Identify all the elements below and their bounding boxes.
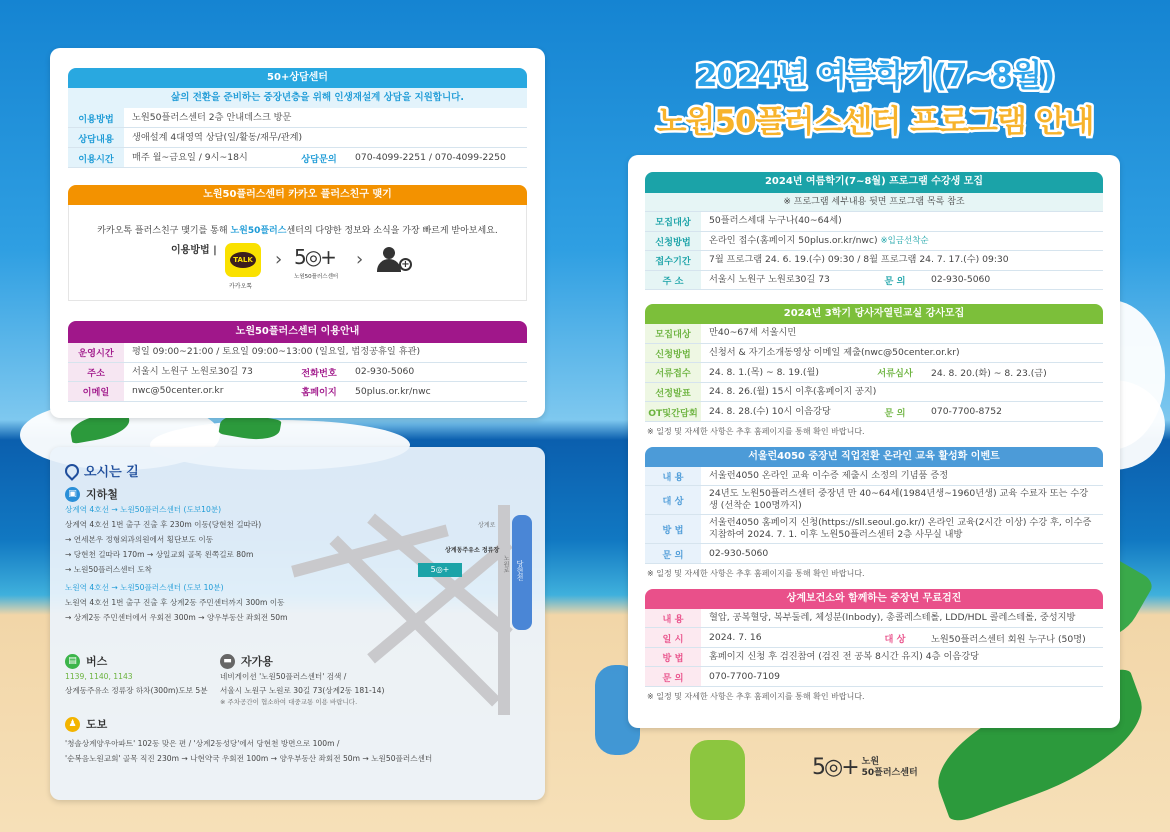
subway-routes [65, 502, 295, 625]
usage-table [68, 343, 527, 402]
bus-description: 상계동주유소 정류장 하차(300m)도보 5분 [65, 686, 208, 695]
map-label-road: 상계로 [478, 522, 496, 529]
row-label: 운영시간 [68, 343, 124, 362]
row-label: 서류접수 [645, 363, 701, 382]
table-row [645, 363, 1103, 383]
map-center-marker[interactable]: 5◎+ [418, 563, 462, 577]
row-label: 방 법 [645, 515, 701, 543]
row-label: 이용시간 [68, 148, 124, 167]
row-value: 서울시 노원구 노원로30길 73 [132, 365, 253, 377]
row-value: 02-930-5060 [709, 547, 769, 559]
table-row [68, 148, 527, 168]
car-icon: ▬ [220, 654, 235, 669]
row-label: 문 의 [645, 544, 701, 563]
row-value: 02-930-5060 [355, 366, 415, 378]
row-label: 대 상 [867, 628, 923, 647]
event-section [645, 447, 1103, 583]
walk-line: '순복음노원교회' 골목 직진 230m → 나현약국 우회전 100m → 양우부동산 좌회전 50m → 노원50플러스센터 [65, 754, 433, 763]
program-panel [628, 155, 1120, 728]
row-label: 서류심사 [867, 363, 923, 382]
50plus-logo-mark: 5◎+ [812, 755, 858, 780]
instructor-table [645, 324, 1103, 422]
table-row [645, 515, 1103, 544]
row-value: 2024. 7. 16 [709, 631, 762, 643]
route-heading: 상계역 4호선 → 노원50플러스센터 (도보10분) [65, 505, 222, 514]
desc-text: 센터의 다양한 정보와 소식을 가장 빠르게 받아보세요. [286, 226, 498, 236]
row-label: 상담내용 [68, 128, 124, 147]
row-value: 50플러스세대 누구나(40~64세) [709, 215, 842, 227]
add-friend-icon[interactable]: + [377, 247, 413, 273]
table-row [645, 383, 1103, 403]
kakao-header: 노원50플러스센터 카카오 플러스친구 맺기 [68, 185, 527, 205]
row-label: 모집대상 [645, 212, 701, 231]
route-line: → 상계2동 주민센터에서 우회전 300m → 양우부동산 좌회전 50m [65, 613, 288, 622]
table-row [645, 609, 1103, 629]
instructor-header: 2024년 3학기 당사자열린교실 강사모집 [645, 304, 1103, 324]
row-label: 홈페이지 [291, 382, 347, 401]
kakaotalk-icon[interactable] [225, 243, 261, 277]
table-row [645, 324, 1103, 344]
row-value: nwc@50center.or.kr [132, 385, 224, 397]
row-label: 주소 [68, 363, 124, 382]
recruit-note: ※ 프로그램 세부내용 뒷면 프로그램 목록 참조 [645, 193, 1103, 212]
usage-header: 노원50플러스센터 이용안내 [68, 321, 527, 343]
event-table [645, 467, 1103, 564]
counsel-section [68, 68, 527, 168]
kakao-caption: 카카오톡 [229, 283, 253, 290]
50plus-logo: 5◎+ [294, 245, 335, 269]
row-value: 서울런4050 홈페이지 신청(https://sll.seoul.go.kr/) 온라인 교육(2시간 이상) 수강 후, 이수증 지참하여 2024. 7. 1. 이후 노원50플러스센터 2층 사무실 내방 [709, 517, 1092, 541]
logo-caption: 노원50플러스센터 [294, 274, 339, 280]
row-value: 070-4099-2251 / 070-4099-2250 [355, 152, 506, 163]
person-illustration [690, 740, 745, 820]
row-label: 문 의 [867, 402, 923, 421]
table-row [645, 212, 1103, 232]
row-value: 신청서 & 자기소개동영상 이메일 제출(nwc@50center.or.kr) [709, 346, 960, 358]
method-label: 이용방법 | [171, 245, 217, 256]
route-line: 상계역 4호선 1번 출구 진출 후 230m 이동(당현천 길따라) [65, 520, 262, 529]
route-heading: 노원역 4호선 → 노원50플러스센터 (도보 10분) [65, 583, 224, 592]
logo-line2: 50플러스센터 [861, 767, 918, 778]
logo-line1: 노원 [861, 756, 880, 767]
counsel-subtitle: 삶의 전환을 준비하는 중장년층을 위해 인생재설계 상담을 지원합니다. [68, 88, 527, 108]
row-value: 24. 8. 28.(수) 10시 이음강당 [709, 405, 831, 417]
row-label: 문 의 [645, 667, 701, 686]
table-row [645, 344, 1103, 364]
recruit-table [645, 212, 1103, 290]
row-value: 생애설계 4대영역 상담(일/활동/재무/관계) [132, 131, 303, 143]
route-line: → 노원50플러스센터 도착 [65, 565, 152, 574]
row-value: 만40~67세 서울시민 [709, 327, 797, 339]
table-row [68, 382, 527, 402]
kakao-description [69, 205, 526, 236]
footnote: ※ 일정 및 자세한 사항은 추후 홈페이지를 통해 확인 바랍니다. [647, 568, 865, 578]
car-note: ※ 주차공간이 협소하여 대중교통 이용 바랍니다. [220, 698, 358, 706]
instructor-section [645, 304, 1103, 441]
row-label: 모집대상 [645, 324, 701, 343]
table-row [68, 363, 527, 383]
counsel-table [68, 108, 527, 168]
row-value: 24. 8. 26.(월) 15시 이후(홈페이지 공지) [709, 386, 877, 398]
bus-heading: 버스 [86, 655, 108, 668]
subway-icon: ▣ [65, 487, 80, 502]
row-label: 신청방법 [645, 232, 701, 251]
row-label: 대 상 [645, 486, 701, 514]
row-value: 노원50플러스센터 2층 안내데스크 방문 [132, 111, 292, 123]
table-row [645, 486, 1103, 515]
row-label: 이용방법 [68, 108, 124, 127]
table-row [645, 467, 1103, 487]
row-value: 혈압, 공복혈당, 복부둘레, 체성분(Inbody), 총콜레스테롤, LDD/HDL 콜레스테롤, 중성지방 [709, 612, 1076, 624]
bus-numbers: 1139, 1140, 1143 [65, 672, 133, 681]
row-value: 노원50플러스센터 회원 누구나 (50명) [931, 633, 1086, 645]
table-row [645, 628, 1103, 648]
map-label-road: 노원로 [502, 555, 509, 573]
row-value: 02-930-5060 [931, 274, 991, 286]
desc-highlight: 노원50플러스 [230, 226, 287, 236]
counsel-header: 50+상담센터 [68, 68, 527, 88]
car-line: 네비게이션 '노원50플러스센터' 검색 / [220, 672, 347, 681]
row-value: 24. 8. 1.(목) ~ 8. 19.(월) [709, 366, 819, 378]
map-label-stream: 당현천 [516, 560, 524, 581]
row-label: 내 용 [645, 467, 701, 486]
row-value: 홈페이지 신청 후 검진참여 (검진 전 공복 8시간 유지) 4층 이음강당 [709, 651, 979, 663]
row-value: 24. 8. 20.(화) ~ 8. 23.(금) [931, 368, 1047, 380]
arrow-icon: › [356, 249, 364, 270]
row-value: 평일 09:00~21:00 / 토요일 09:00~13:00 (일요일, 법정공휴일 휴관) [132, 346, 421, 358]
recruit-section [645, 172, 1103, 290]
recruit-header: 2024년 여름학기(7~8월) 프로그램 수강생 모집 [645, 172, 1103, 193]
footer-logo [812, 755, 918, 780]
footnote: ※ 일정 및 자세한 사항은 추후 홈페이지를 통해 확인 바랍니다. [647, 426, 865, 436]
page-title-line1: 2024년 여름학기(7~8월) [695, 58, 1055, 94]
arrow-icon: › [275, 249, 283, 270]
row-value: 070-7700-8752 [931, 406, 1002, 418]
row-label: 상담문의 [291, 148, 347, 167]
row-value: 7월 프로그램 24. 6. 19.(수) 09:30 / 8월 프로그램 24. 7. 17.(수) 09:30 [709, 254, 1009, 266]
health-section [645, 589, 1103, 706]
bus-icon: ▤ [65, 654, 80, 669]
car-heading: 자가용 [241, 655, 273, 668]
location-map[interactable] [290, 475, 540, 715]
table-row [645, 648, 1103, 668]
table-row [68, 108, 527, 128]
row-value: 매주 월~금요일 / 9시~18시 [132, 151, 248, 163]
talk-bubble: TALK [230, 252, 256, 268]
location-pin-icon [62, 461, 82, 481]
directions-heading: 오시는 길 [84, 465, 139, 480]
subway-heading: 지하철 [86, 488, 118, 501]
directions-card [50, 447, 545, 800]
row-value: 서울시 노원구 노원로30길 73 [709, 273, 830, 285]
info-card [50, 48, 545, 418]
row-label: 일 시 [645, 628, 701, 647]
map-label-bus-stop: 상계동주유소 정류장 [445, 547, 500, 554]
row-label: 전화번호 [291, 363, 347, 382]
table-row [645, 232, 1103, 252]
row-value-text: 온라인 접수(홈페이지 50plus.or.kr/nwc) [709, 234, 881, 246]
usage-section [68, 321, 527, 402]
row-value: 070-7700-7109 [709, 670, 780, 682]
route-line: → 당현천 길따라 170m → 상일교회 골목 왼쪽길로 80m [65, 550, 254, 559]
row-value: 24년도 노원50플러스센터 중장년 만 40~64세(1984년생~1960년생) 교육 수료자 또는 수강생 (선착순 100명까지) [709, 488, 1089, 512]
table-row [68, 343, 527, 363]
row-label: 신청방법 [645, 344, 701, 363]
table-row [645, 544, 1103, 564]
row-label: 내 용 [645, 609, 701, 628]
desc-text: 카카오톡 플러스친구 맺기를 통해 [97, 226, 231, 236]
table-row [68, 128, 527, 148]
row-label: OT및간담회 [645, 402, 701, 421]
footnote: ※ 일정 및 자세한 사항은 추후 홈페이지를 통해 확인 바랍니다. [647, 691, 865, 701]
row-value: 50plus.or.kr/nwc [355, 385, 431, 397]
walk-line: '청솔상계양우아파트' 102동 맞은 편 / '상계2동성당'에서 당현천 방면으로 100m / [65, 739, 340, 748]
walk-heading: 도보 [86, 718, 108, 731]
row-label: 접수기간 [645, 251, 701, 270]
route-line: → 연세본우 정형외과의원에서 횡단보도 이동 [65, 535, 214, 544]
row-value-note: ※입금선착순 [880, 235, 929, 246]
row-label: 선정발표 [645, 383, 701, 402]
row-label: 문 의 [867, 271, 923, 290]
health-header: 상계보건소와 함께하는 중장년 무료검진 [645, 589, 1103, 609]
table-row [645, 251, 1103, 271]
row-label: 방 법 [645, 648, 701, 667]
row-value: 서울런4050 온라인 교육 이수증 제출시 소정의 기념품 증정 [709, 470, 949, 482]
event-header: 서울런4050 중장년 직업전환 온라인 교육 활성화 이벤트 [645, 447, 1103, 467]
row-label: 주 소 [645, 271, 701, 290]
row-value [701, 233, 1103, 249]
car-line: 서울시 노원구 노원로 30길 73(상계2동 181-14) [220, 686, 385, 695]
route-line: 노원역 4호선 1번 출구 진출 후 상계2동 주민센터까지 300m 이동 [65, 598, 285, 607]
table-row [645, 667, 1103, 687]
kakao-section [68, 185, 527, 301]
page-title-line2: 노원50플러스센터 프로그램 안내 [656, 104, 1094, 140]
health-table [645, 609, 1103, 687]
table-row [645, 271, 1103, 291]
table-row [645, 402, 1103, 422]
row-label: 이메일 [68, 382, 124, 401]
walk-icon: ♟ [65, 717, 80, 732]
